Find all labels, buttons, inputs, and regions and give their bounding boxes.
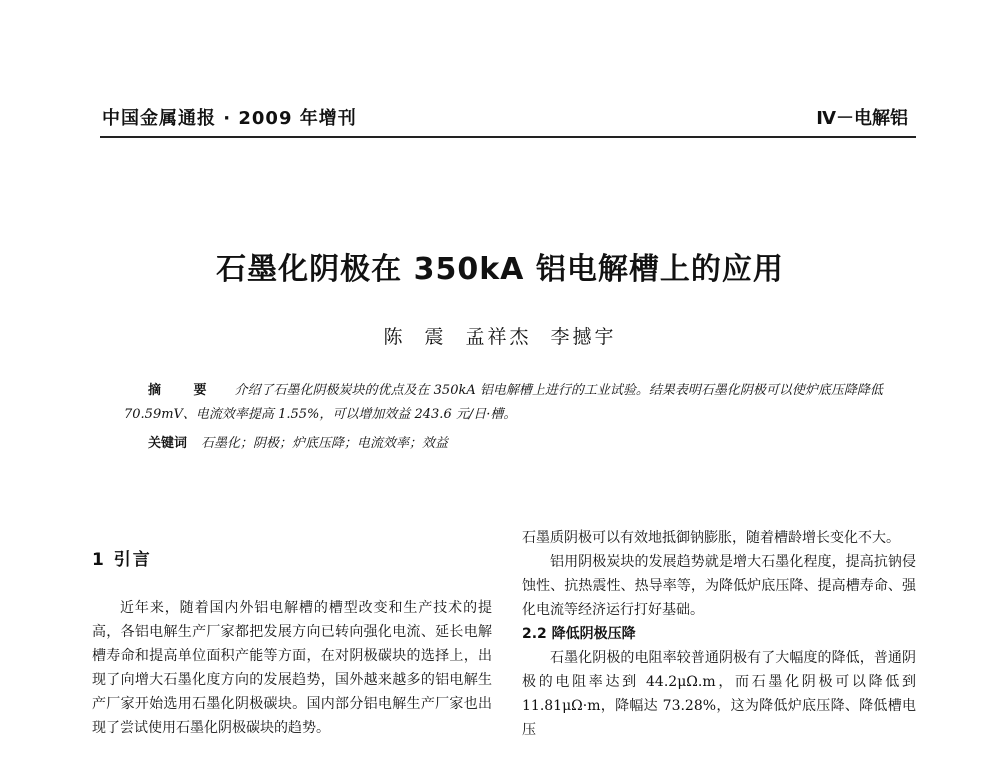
section-heading-2-2: 2.2 降低阴极压降 (522, 626, 636, 642)
article-authors: 陈 震 孟祥杰 李撼宇 (383, 326, 617, 348)
intro-paragraph: 近年来，随着国内外铝电解槽的槽型改变和生产技术的提高，各铝电解生产厂家都把发展方向已转向强化电流、延长电解槽寿命和提高单位面积产能等方面，在对阴极碳块的选择上，出现了向增大石墨化度方向的发展趋势，国外越来越多的铝电解生产厂家开始选用石墨化阴极碳块。国内部分铝电解生产厂家也出现了尝试使用石墨化阴极碳块的趋势。 (92, 600, 492, 736)
paragraph-trend: 铝用阴极炭块的发展趋势就是增大石墨化程度，提高抗钠侵蚀性、抗热震性、热导率等，为降低炉底压降、提高槽寿命、强化电流等经济运行打好基础。 (522, 554, 916, 618)
journal-header: 中国金属通报 · 2009 年增刊 (102, 108, 357, 129)
keywords-label: 关键词 (148, 436, 188, 451)
section-heading-intro: 1 引言 (92, 550, 152, 570)
abstract-text: 介绍了石墨化阴极炭块的优点及在 350kA 铝电解槽上进行的工业试验。结果表明石墨化阴极可以使炉底压降降低 70.59mV、电流效率提高 1.55%，可以增加效益 243.6 元/日·槽。 (124, 383, 883, 422)
section-header: Ⅳ－电解铝 (816, 108, 908, 129)
abstract-label: 摘 要 (148, 383, 221, 398)
left-column (92, 548, 492, 740)
keywords-text: 石墨化；阴极；炉底压降；电流效率；效益 (201, 436, 449, 451)
header-rule (100, 136, 916, 138)
paragraph-resistivity: 石墨化阴极的电阻率较普通阴极有了大幅度的降低，普通阴极的电阻率达到 44.2μΩ.m，而石墨化阴极可以降低到 11.81μΩ·m，降幅达 73.28%，这为降低炉底压降、降低槽电压 (522, 650, 916, 738)
keywords (148, 432, 448, 451)
paragraph-continued: 石墨质阴极可以有效地抵御钠膨胀，随着槽龄增长变化不大。 (522, 530, 900, 546)
article-title: 石墨化阴极在 350kA 铝电解槽上的应用 (216, 252, 784, 287)
right-column (522, 526, 916, 742)
abstract (124, 379, 888, 427)
